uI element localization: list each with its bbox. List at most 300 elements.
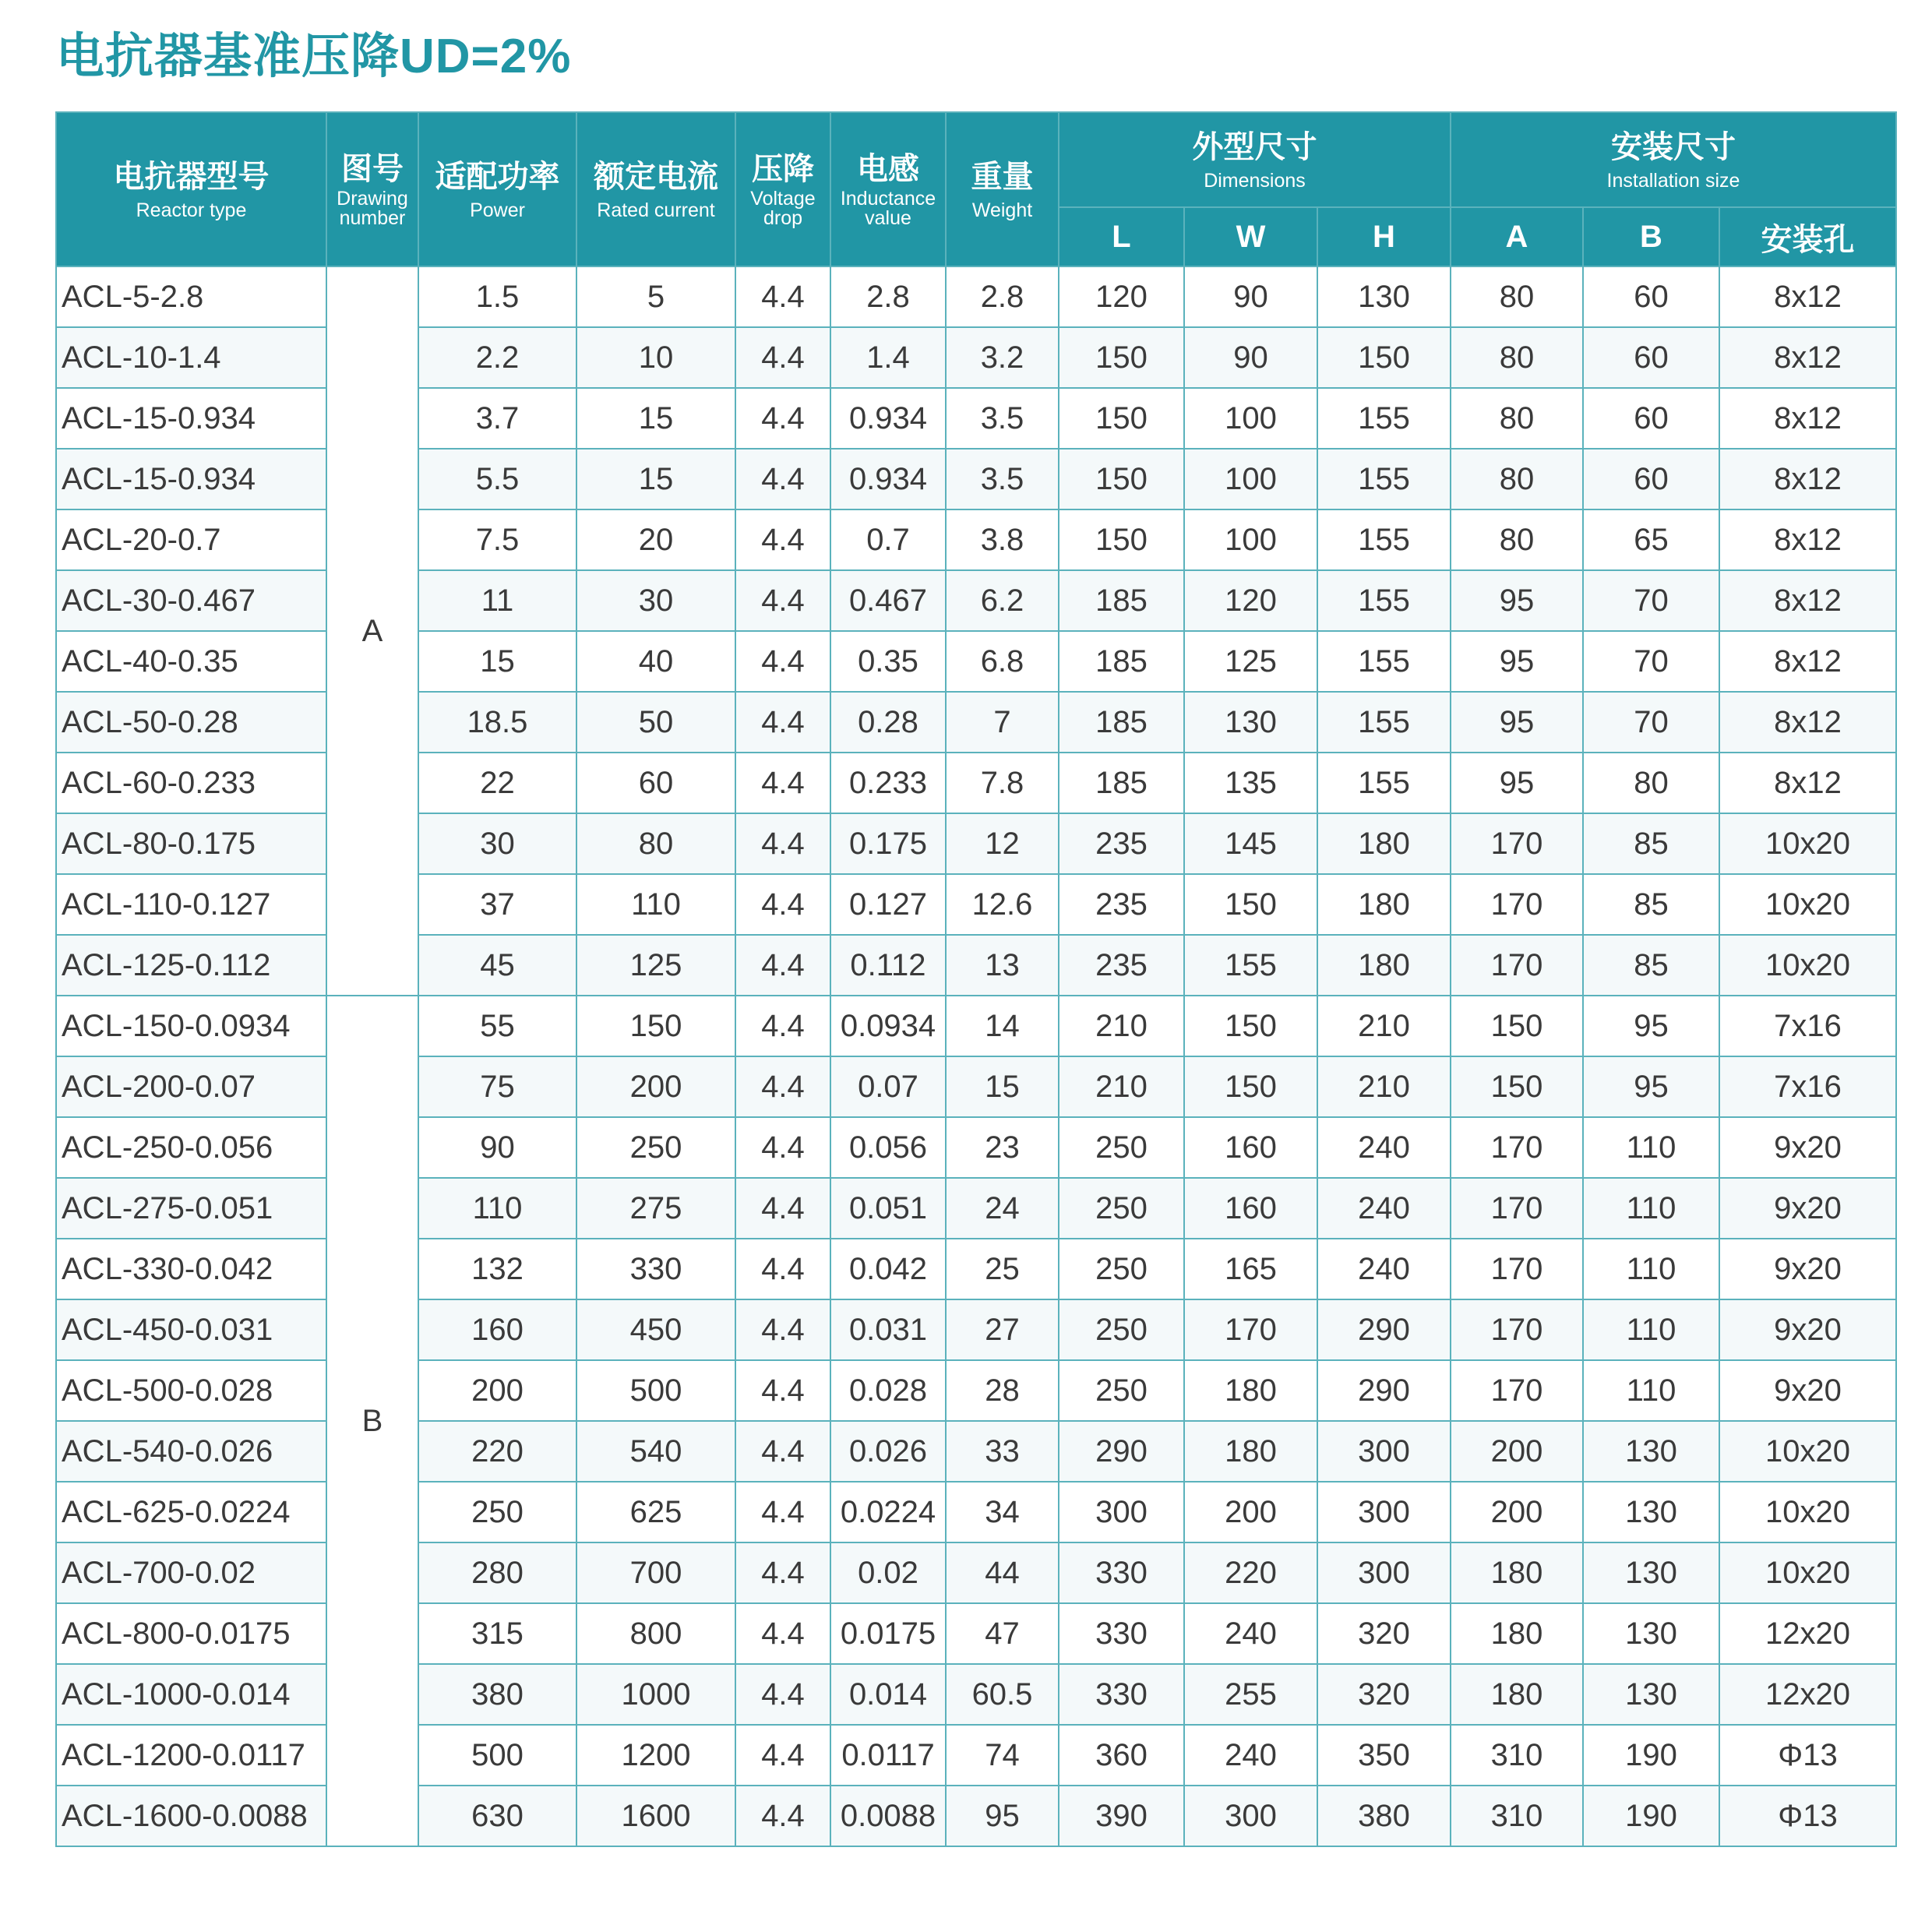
cell-install-b: 190: [1583, 1725, 1719, 1786]
cell-dim-h: 240: [1317, 1178, 1451, 1239]
cell-dim-h: 180: [1317, 874, 1451, 935]
cell-weight: 23: [946, 1117, 1059, 1178]
cell-reactor-type: ACL-40-0.35: [56, 631, 326, 692]
cell-dim-w: 240: [1184, 1725, 1317, 1786]
cell-inductance: 0.031: [830, 1299, 946, 1360]
cell-inductance: 0.28: [830, 692, 946, 753]
cell-rated-current: 110: [576, 874, 735, 935]
cell-power: 2.2: [418, 327, 576, 388]
cell-dim-w: 100: [1184, 388, 1317, 449]
cell-dim-h: 320: [1317, 1664, 1451, 1725]
cell-inductance: 0.056: [830, 1117, 946, 1178]
cell-reactor-type: ACL-450-0.031: [56, 1299, 326, 1360]
cell-install-b: 130: [1583, 1482, 1719, 1542]
cell-inductance: 0.0175: [830, 1603, 946, 1664]
cell-install-hole: 9x20: [1719, 1117, 1896, 1178]
header-dim-w: W: [1184, 207, 1317, 266]
cell-rated-current: 700: [576, 1542, 735, 1603]
cell-power: 110: [418, 1178, 576, 1239]
cell-rated-current: 200: [576, 1056, 735, 1117]
cell-dim-h: 180: [1317, 935, 1451, 996]
cell-install-b: 130: [1583, 1603, 1719, 1664]
cell-dim-l: 250: [1059, 1360, 1184, 1421]
cell-voltage-drop: 4.4: [735, 1239, 830, 1299]
cell-rated-current: 500: [576, 1360, 735, 1421]
cell-install-hole: 12x20: [1719, 1603, 1896, 1664]
cell-dim-h: 210: [1317, 996, 1451, 1056]
cell-reactor-type: ACL-1000-0.014: [56, 1664, 326, 1725]
cell-rated-current: 250: [576, 1117, 735, 1178]
cell-power: 55: [418, 996, 576, 1056]
cell-dim-w: 160: [1184, 1117, 1317, 1178]
cell-weight: 13: [946, 935, 1059, 996]
cell-install-a: 170: [1451, 874, 1583, 935]
cell-dim-l: 330: [1059, 1664, 1184, 1725]
cell-reactor-type: ACL-110-0.127: [56, 874, 326, 935]
header-inductance: 电感 Inductance value: [830, 112, 946, 266]
cell-install-b: 70: [1583, 692, 1719, 753]
header-weight: 重量 Weight: [946, 112, 1059, 266]
cell-dim-w: 100: [1184, 449, 1317, 509]
cell-rated-current: 125: [576, 935, 735, 996]
cell-install-a: 170: [1451, 1299, 1583, 1360]
cell-weight: 7: [946, 692, 1059, 753]
cell-voltage-drop: 4.4: [735, 813, 830, 874]
cell-voltage-drop: 4.4: [735, 1421, 830, 1482]
cell-voltage-drop: 4.4: [735, 388, 830, 449]
cell-power: 630: [418, 1786, 576, 1846]
cell-dim-w: 240: [1184, 1603, 1317, 1664]
cell-install-hole: Φ13: [1719, 1725, 1896, 1786]
cell-install-a: 170: [1451, 1360, 1583, 1421]
cell-reactor-type: ACL-540-0.026: [56, 1421, 326, 1482]
cell-inductance: 0.026: [830, 1421, 946, 1482]
cell-reactor-type: ACL-700-0.02: [56, 1542, 326, 1603]
header-install-a: A: [1451, 207, 1583, 266]
cell-reactor-type: ACL-15-0.934: [56, 449, 326, 509]
cell-power: 22: [418, 753, 576, 813]
cell-inductance: 0.02: [830, 1542, 946, 1603]
cell-weight: 34: [946, 1482, 1059, 1542]
reactor-spec-table: [55, 111, 1897, 1847]
cell-install-hole: 12x20: [1719, 1664, 1896, 1725]
cell-voltage-drop: 4.4: [735, 1664, 830, 1725]
header-voltage-drop: 压降 Voltage drop: [735, 112, 830, 266]
cell-weight: 6.8: [946, 631, 1059, 692]
cell-weight: 24: [946, 1178, 1059, 1239]
cell-install-hole: 9x20: [1719, 1239, 1896, 1299]
cell-inductance: 0.051: [830, 1178, 946, 1239]
cell-weight: 2.8: [946, 266, 1059, 327]
cell-dim-l: 150: [1059, 449, 1184, 509]
cell-power: 75: [418, 1056, 576, 1117]
cell-voltage-drop: 4.4: [735, 692, 830, 753]
cell-weight: 95: [946, 1786, 1059, 1846]
cell-dim-w: 220: [1184, 1542, 1317, 1603]
cell-power: 90: [418, 1117, 576, 1178]
cell-install-a: 180: [1451, 1603, 1583, 1664]
cell-rated-current: 625: [576, 1482, 735, 1542]
cell-reactor-type: ACL-150-0.0934: [56, 996, 326, 1056]
cell-dim-w: 125: [1184, 631, 1317, 692]
cell-dim-l: 185: [1059, 631, 1184, 692]
cell-dim-h: 155: [1317, 631, 1451, 692]
cell-install-hole: 10x20: [1719, 813, 1896, 874]
cell-install-a: 95: [1451, 692, 1583, 753]
cell-reactor-type: ACL-250-0.056: [56, 1117, 326, 1178]
cell-dim-w: 160: [1184, 1178, 1317, 1239]
cell-inductance: 0.233: [830, 753, 946, 813]
cell-rated-current: 150: [576, 996, 735, 1056]
cell-reactor-type: ACL-800-0.0175: [56, 1603, 326, 1664]
cell-install-hole: 9x20: [1719, 1299, 1896, 1360]
cell-dim-w: 130: [1184, 692, 1317, 753]
cell-dim-l: 250: [1059, 1239, 1184, 1299]
cell-install-a: 150: [1451, 1056, 1583, 1117]
cell-inductance: 0.7: [830, 509, 946, 570]
cell-dim-h: 155: [1317, 753, 1451, 813]
cell-install-a: 170: [1451, 935, 1583, 996]
table-body: [56, 266, 1896, 1846]
cell-install-b: 60: [1583, 449, 1719, 509]
cell-power: 15: [418, 631, 576, 692]
cell-dim-h: 300: [1317, 1542, 1451, 1603]
cell-dim-l: 390: [1059, 1786, 1184, 1846]
header-dim-h: H: [1317, 207, 1451, 266]
cell-voltage-drop: 4.4: [735, 1178, 830, 1239]
cell-inductance: 0.35: [830, 631, 946, 692]
cell-weight: 15: [946, 1056, 1059, 1117]
cell-install-b: 85: [1583, 813, 1719, 874]
cell-install-hole: 8x12: [1719, 449, 1896, 509]
cell-dim-h: 300: [1317, 1482, 1451, 1542]
cell-dim-w: 90: [1184, 327, 1317, 388]
cell-dim-w: 150: [1184, 996, 1317, 1056]
cell-dim-w: 255: [1184, 1664, 1317, 1725]
cell-weight: 25: [946, 1239, 1059, 1299]
cell-voltage-drop: 4.4: [735, 327, 830, 388]
cell-install-hole: 8x12: [1719, 570, 1896, 631]
cell-dim-h: 300: [1317, 1421, 1451, 1482]
cell-voltage-drop: 4.4: [735, 1056, 830, 1117]
cell-install-a: 170: [1451, 1178, 1583, 1239]
cell-dim-w: 120: [1184, 570, 1317, 631]
header-rated-current: 额定电流 Rated current: [576, 112, 735, 266]
drawing-number-cell: A: [326, 266, 418, 996]
cell-voltage-drop: 4.4: [735, 1117, 830, 1178]
cell-weight: 6.2: [946, 570, 1059, 631]
cell-weight: 27: [946, 1299, 1059, 1360]
cell-weight: 3.5: [946, 449, 1059, 509]
cell-rated-current: 1000: [576, 1664, 735, 1725]
table-header: [56, 112, 1896, 266]
cell-install-a: 170: [1451, 813, 1583, 874]
cell-dim-w: 150: [1184, 874, 1317, 935]
cell-voltage-drop: 4.4: [735, 1360, 830, 1421]
header-power: 适配功率 Power: [418, 112, 576, 266]
cell-weight: 33: [946, 1421, 1059, 1482]
cell-inductance: 0.0088: [830, 1786, 946, 1846]
header-drawing-number: 图号 Drawing number: [326, 112, 418, 266]
cell-dim-l: 300: [1059, 1482, 1184, 1542]
cell-power: 220: [418, 1421, 576, 1482]
cell-weight: 44: [946, 1542, 1059, 1603]
cell-install-a: 95: [1451, 570, 1583, 631]
cell-install-hole: Φ13: [1719, 1786, 1896, 1846]
cell-rated-current: 5: [576, 266, 735, 327]
cell-reactor-type: ACL-1200-0.0117: [56, 1725, 326, 1786]
cell-install-b: 70: [1583, 631, 1719, 692]
cell-install-b: 110: [1583, 1239, 1719, 1299]
cell-dim-l: 250: [1059, 1117, 1184, 1178]
drawing-number-cell: B: [326, 996, 418, 1846]
cell-rated-current: 540: [576, 1421, 735, 1482]
cell-install-a: 80: [1451, 266, 1583, 327]
cell-dim-l: 150: [1059, 327, 1184, 388]
cell-install-b: 130: [1583, 1542, 1719, 1603]
cell-dim-h: 155: [1317, 388, 1451, 449]
cell-dim-w: 300: [1184, 1786, 1317, 1846]
cell-voltage-drop: 4.4: [735, 1482, 830, 1542]
cell-rated-current: 80: [576, 813, 735, 874]
cell-dim-w: 100: [1184, 509, 1317, 570]
cell-install-a: 170: [1451, 1117, 1583, 1178]
cell-reactor-type: ACL-1600-0.0088: [56, 1786, 326, 1846]
cell-weight: 7.8: [946, 753, 1059, 813]
cell-dim-h: 155: [1317, 509, 1451, 570]
cell-install-hole: 8x12: [1719, 266, 1896, 327]
cell-reactor-type: ACL-625-0.0224: [56, 1482, 326, 1542]
cell-reactor-type: ACL-60-0.233: [56, 753, 326, 813]
cell-install-hole: 10x20: [1719, 1542, 1896, 1603]
cell-install-hole: 8x12: [1719, 388, 1896, 449]
cell-dim-l: 210: [1059, 996, 1184, 1056]
header-dim-l: L: [1059, 207, 1184, 266]
cell-dim-h: 155: [1317, 570, 1451, 631]
cell-weight: 12: [946, 813, 1059, 874]
cell-dim-w: 180: [1184, 1360, 1317, 1421]
cell-inductance: 0.014: [830, 1664, 946, 1725]
cell-rated-current: 330: [576, 1239, 735, 1299]
cell-install-b: 110: [1583, 1299, 1719, 1360]
cell-dim-l: 360: [1059, 1725, 1184, 1786]
cell-dim-h: 380: [1317, 1786, 1451, 1846]
table-row: [56, 996, 1896, 1056]
cell-install-b: 60: [1583, 388, 1719, 449]
header-installation-size: 安装尺寸 Installation size: [1451, 112, 1896, 207]
cell-power: 280: [418, 1542, 576, 1603]
cell-install-a: 95: [1451, 631, 1583, 692]
cell-dim-h: 210: [1317, 1056, 1451, 1117]
cell-install-hole: 10x20: [1719, 1421, 1896, 1482]
cell-install-hole: 8x12: [1719, 509, 1896, 570]
cell-install-b: 110: [1583, 1360, 1719, 1421]
cell-weight: 14: [946, 996, 1059, 1056]
cell-power: 18.5: [418, 692, 576, 753]
cell-inductance: 0.934: [830, 449, 946, 509]
cell-install-b: 85: [1583, 874, 1719, 935]
cell-inductance: 0.0934: [830, 996, 946, 1056]
cell-voltage-drop: 4.4: [735, 996, 830, 1056]
cell-weight: 47: [946, 1603, 1059, 1664]
cell-power: 45: [418, 935, 576, 996]
cell-install-a: 150: [1451, 996, 1583, 1056]
header-install-b: B: [1583, 207, 1719, 266]
cell-reactor-type: ACL-125-0.112: [56, 935, 326, 996]
cell-rated-current: 50: [576, 692, 735, 753]
cell-dim-l: 210: [1059, 1056, 1184, 1117]
cell-inductance: 1.4: [830, 327, 946, 388]
cell-rated-current: 15: [576, 449, 735, 509]
cell-dim-l: 120: [1059, 266, 1184, 327]
cell-voltage-drop: 4.4: [735, 874, 830, 935]
cell-dim-w: 155: [1184, 935, 1317, 996]
cell-reactor-type: ACL-30-0.467: [56, 570, 326, 631]
cell-weight: 3.8: [946, 509, 1059, 570]
cell-weight: 12.6: [946, 874, 1059, 935]
cell-dim-h: 320: [1317, 1603, 1451, 1664]
cell-voltage-drop: 4.4: [735, 509, 830, 570]
cell-install-b: 60: [1583, 327, 1719, 388]
cell-power: 250: [418, 1482, 576, 1542]
cell-power: 7.5: [418, 509, 576, 570]
cell-rated-current: 10: [576, 327, 735, 388]
cell-install-a: 180: [1451, 1542, 1583, 1603]
cell-install-a: 170: [1451, 1239, 1583, 1299]
cell-power: 315: [418, 1603, 576, 1664]
cell-dim-h: 150: [1317, 327, 1451, 388]
cell-install-b: 130: [1583, 1421, 1719, 1482]
cell-inductance: 0.0224: [830, 1482, 946, 1542]
cell-weight: 3.5: [946, 388, 1059, 449]
cell-voltage-drop: 4.4: [735, 266, 830, 327]
cell-dim-l: 235: [1059, 935, 1184, 996]
cell-install-a: 180: [1451, 1664, 1583, 1725]
cell-reactor-type: ACL-5-2.8: [56, 266, 326, 327]
page-title: 电抗器基准压降UD=2%: [56, 30, 572, 83]
header-install-hole: 安装孔: [1719, 207, 1896, 266]
cell-dim-l: 150: [1059, 509, 1184, 570]
cell-power: 30: [418, 813, 576, 874]
cell-inductance: 0.042: [830, 1239, 946, 1299]
cell-install-hole: 10x20: [1719, 874, 1896, 935]
cell-reactor-type: ACL-50-0.28: [56, 692, 326, 753]
cell-rated-current: 1600: [576, 1786, 735, 1846]
cell-rated-current: 60: [576, 753, 735, 813]
cell-install-a: 80: [1451, 449, 1583, 509]
cell-install-b: 70: [1583, 570, 1719, 631]
cell-dim-l: 250: [1059, 1299, 1184, 1360]
cell-install-hole: 8x12: [1719, 631, 1896, 692]
cell-install-b: 80: [1583, 753, 1719, 813]
header-dimensions: 外型尺寸 Dimensions: [1059, 112, 1451, 207]
cell-dim-l: 330: [1059, 1603, 1184, 1664]
cell-install-b: 95: [1583, 996, 1719, 1056]
cell-dim-h: 240: [1317, 1117, 1451, 1178]
cell-inductance: 0.127: [830, 874, 946, 935]
cell-install-a: 200: [1451, 1482, 1583, 1542]
cell-install-hole: 8x12: [1719, 692, 1896, 753]
cell-reactor-type: ACL-80-0.175: [56, 813, 326, 874]
cell-install-a: 310: [1451, 1725, 1583, 1786]
cell-rated-current: 20: [576, 509, 735, 570]
cell-install-a: 200: [1451, 1421, 1583, 1482]
cell-power: 200: [418, 1360, 576, 1421]
cell-dim-h: 155: [1317, 692, 1451, 753]
cell-install-hole: 10x20: [1719, 935, 1896, 996]
cell-install-b: 95: [1583, 1056, 1719, 1117]
cell-power: 132: [418, 1239, 576, 1299]
cell-rated-current: 15: [576, 388, 735, 449]
cell-voltage-drop: 4.4: [735, 570, 830, 631]
cell-dim-w: 145: [1184, 813, 1317, 874]
cell-dim-l: 290: [1059, 1421, 1184, 1482]
cell-install-a: 80: [1451, 327, 1583, 388]
cell-install-hole: 7x16: [1719, 1056, 1896, 1117]
cell-voltage-drop: 4.4: [735, 1603, 830, 1664]
cell-dim-w: 135: [1184, 753, 1317, 813]
cell-install-hole: 7x16: [1719, 996, 1896, 1056]
cell-inductance: 0.112: [830, 935, 946, 996]
cell-inductance: 0.934: [830, 388, 946, 449]
cell-inductance: 0.467: [830, 570, 946, 631]
cell-weight: 3.2: [946, 327, 1059, 388]
cell-install-b: 190: [1583, 1786, 1719, 1846]
cell-dim-w: 170: [1184, 1299, 1317, 1360]
cell-install-b: 130: [1583, 1664, 1719, 1725]
cell-weight: 60.5: [946, 1664, 1059, 1725]
cell-install-hole: 10x20: [1719, 1482, 1896, 1542]
cell-power: 1.5: [418, 266, 576, 327]
cell-rated-current: 450: [576, 1299, 735, 1360]
cell-install-b: 110: [1583, 1178, 1719, 1239]
cell-install-a: 80: [1451, 388, 1583, 449]
cell-reactor-type: ACL-10-1.4: [56, 327, 326, 388]
cell-power: 500: [418, 1725, 576, 1786]
cell-voltage-drop: 4.4: [735, 1725, 830, 1786]
cell-reactor-type: ACL-200-0.07: [56, 1056, 326, 1117]
cell-rated-current: 1200: [576, 1725, 735, 1786]
cell-dim-l: 185: [1059, 753, 1184, 813]
cell-dim-w: 150: [1184, 1056, 1317, 1117]
cell-rated-current: 40: [576, 631, 735, 692]
cell-dim-l: 185: [1059, 570, 1184, 631]
cell-weight: 28: [946, 1360, 1059, 1421]
cell-dim-h: 240: [1317, 1239, 1451, 1299]
cell-dim-l: 330: [1059, 1542, 1184, 1603]
cell-voltage-drop: 4.4: [735, 753, 830, 813]
cell-reactor-type: ACL-330-0.042: [56, 1239, 326, 1299]
cell-dim-h: 290: [1317, 1299, 1451, 1360]
cell-power: 3.7: [418, 388, 576, 449]
cell-dim-l: 235: [1059, 813, 1184, 874]
cell-install-hole: 8x12: [1719, 327, 1896, 388]
cell-power: 380: [418, 1664, 576, 1725]
cell-install-b: 110: [1583, 1117, 1719, 1178]
cell-install-a: 95: [1451, 753, 1583, 813]
cell-install-hole: 9x20: [1719, 1178, 1896, 1239]
cell-dim-l: 150: [1059, 388, 1184, 449]
cell-power: 5.5: [418, 449, 576, 509]
cell-voltage-drop: 4.4: [735, 1786, 830, 1846]
cell-install-hole: 8x12: [1719, 753, 1896, 813]
cell-power: 37: [418, 874, 576, 935]
cell-reactor-type: ACL-500-0.028: [56, 1360, 326, 1421]
cell-rated-current: 30: [576, 570, 735, 631]
cell-dim-w: 180: [1184, 1421, 1317, 1482]
cell-install-b: 65: [1583, 509, 1719, 570]
header-reactor-type: 电抗器型号 Reactor type: [56, 112, 326, 266]
